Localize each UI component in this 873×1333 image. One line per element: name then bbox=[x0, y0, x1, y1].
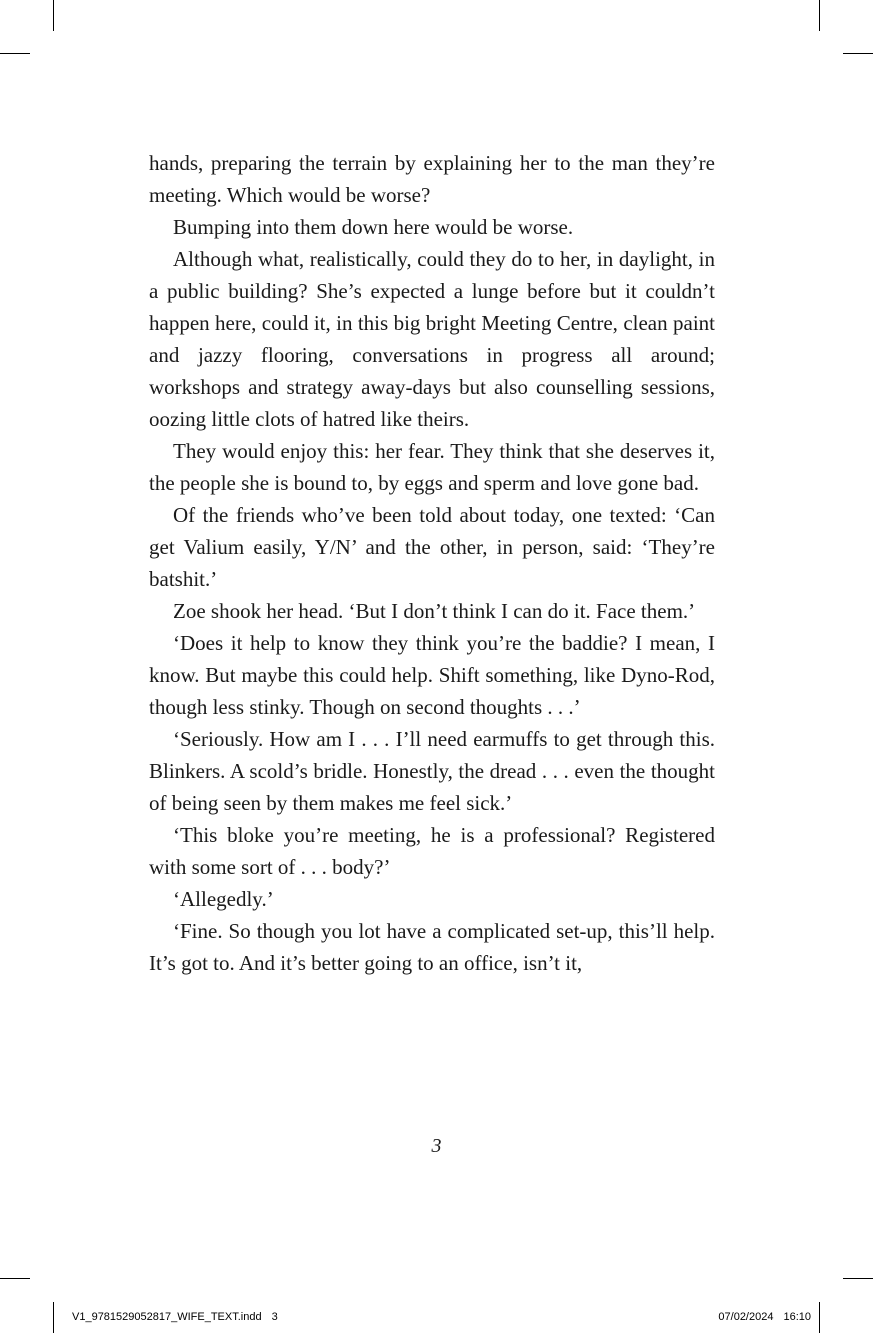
paragraph: Zoe shook her head. ‘But I don’t think I can do it. Face them.’ bbox=[173, 599, 696, 623]
slug-date: 07/02/2024 bbox=[718, 1311, 774, 1323]
slug-file-info bbox=[72, 1310, 278, 1324]
slug-page: 3 bbox=[271, 1311, 278, 1323]
slug-filename: V1_9781529052817_WIFE_TEXT.indd bbox=[72, 1311, 262, 1323]
body-text bbox=[149, 147, 715, 979]
crop-mark-top-right bbox=[819, 0, 820, 31]
crop-mark-bottom-left-h bbox=[0, 1278, 30, 1279]
slug-timestamp bbox=[718, 1310, 811, 1324]
crop-mark-bottom-right-h bbox=[843, 1278, 873, 1279]
paragraph: They would enjoy this: her fear. They think that she deserves it, the people she is bound to, by eggs and sperm and love gone bad. bbox=[149, 439, 715, 495]
paragraph: Although what, realistically, could they do to her, in daylight, in a public building? She’s expected a lunge before but it couldn’t happen here, could it, in this big bright Meeting Centre, clean paint and jazzy flooring, conversations in progress all around; workshops and strategy away-days but also counselling sessions, oozing little clots of hatred like theirs. bbox=[149, 247, 715, 431]
paragraph: ‘Seriously. How am I . . . I’ll need earmuffs to get through this. Blinkers. A scold’s bridle. Honestly, the dread . . . even the thought of being seen by them makes me feel sick.’ bbox=[149, 727, 715, 815]
crop-mark-top-left bbox=[53, 0, 54, 31]
crop-mark-bottom-left bbox=[53, 1302, 54, 1333]
crop-mark-top-right-h bbox=[843, 53, 873, 54]
paragraph: ‘Allegedly.’ bbox=[173, 887, 274, 911]
slug-time: 16:10 bbox=[783, 1311, 811, 1323]
paragraph: Of the friends who’ve been told about today, one texted: ‘Can get Valium easily, Y/N’ and the other, in person, said: ‘They’re batshit.’ bbox=[149, 503, 715, 591]
paragraph: ‘Fine. So though you lot have a complicated set-up, this’ll help. It’s got to. And it’s better going to an office, isn’t it, bbox=[149, 919, 715, 975]
paragraph: Bumping into them down here would be worse. bbox=[173, 215, 574, 239]
crop-mark-bottom-right bbox=[819, 1302, 820, 1333]
paragraph: ‘This bloke you’re meeting, he is a professional? Registered with some sort of . . . body?’ bbox=[149, 823, 715, 879]
page-number: 3 bbox=[431, 1135, 442, 1157]
crop-mark-top-left-h bbox=[0, 53, 30, 54]
paragraph: ‘Does it help to know they think you’re the baddie? I mean, I know. But maybe this could help. Shift something, like Dyno-Rod, though less stinky. Though on second thoughts . . .’ bbox=[149, 631, 715, 719]
paragraph: hands, preparing the terrain by explaining her to the man they’re meeting. Which would be worse? bbox=[149, 151, 715, 207]
